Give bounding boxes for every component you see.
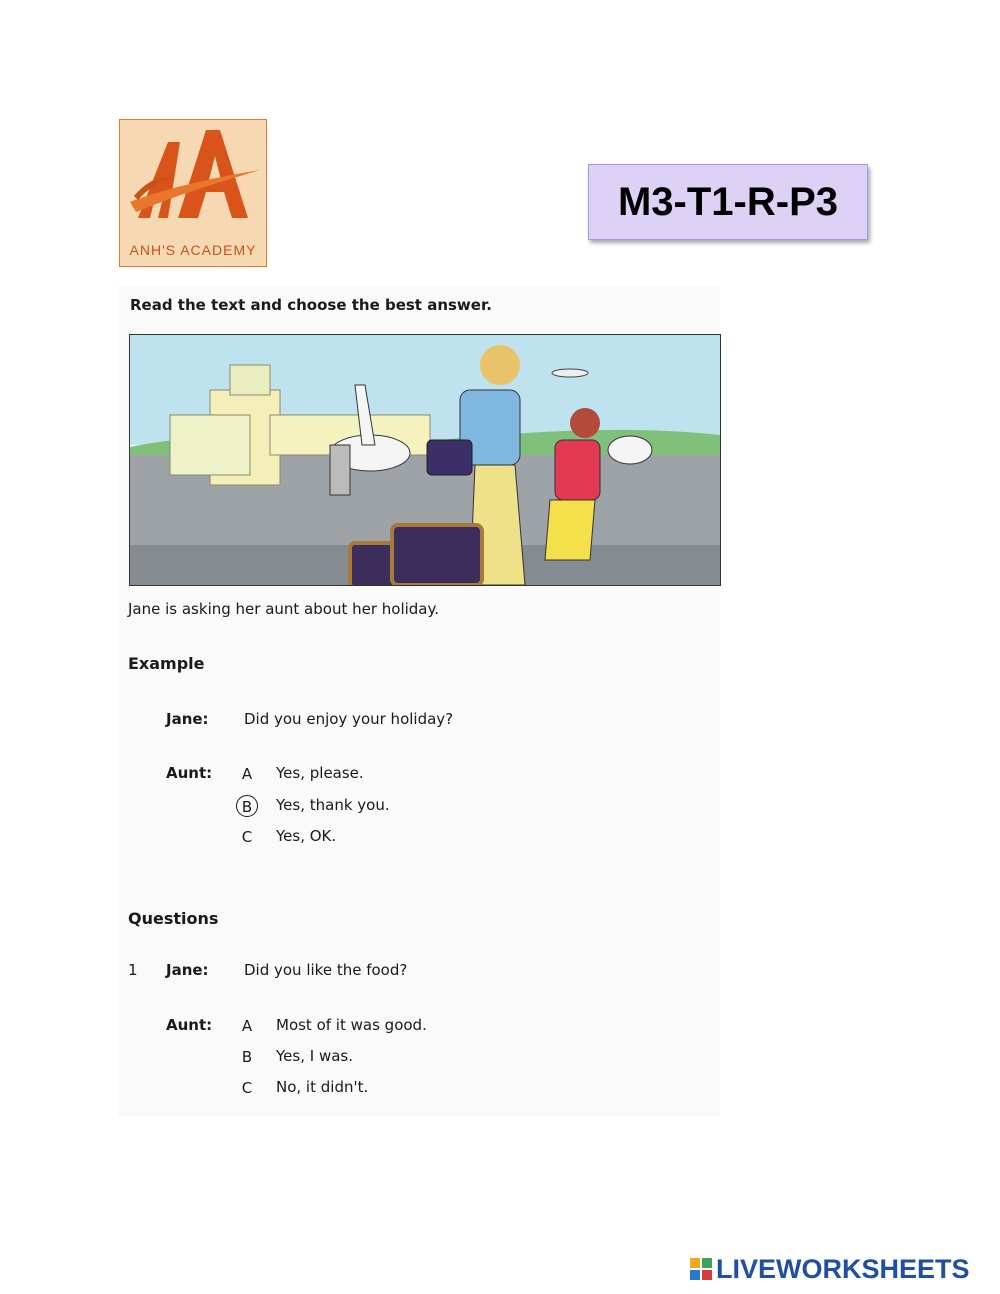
brand-name: LIVEWORKSHEETS bbox=[716, 1253, 970, 1284]
option-text: Yes, OK. bbox=[276, 827, 337, 845]
option-text: Yes, thank you. bbox=[276, 796, 390, 814]
question-aunt-label: Aunt: bbox=[166, 1016, 213, 1034]
question-jane-label: Jane: bbox=[166, 961, 209, 979]
cubes-icon bbox=[690, 1258, 712, 1280]
academy-name: ANH'S ACADEMY bbox=[129, 242, 257, 258]
example-option-b bbox=[236, 795, 536, 817]
example-option-a bbox=[236, 763, 536, 785]
intro-text: Jane is asking her aunt about her holiday. bbox=[128, 600, 440, 618]
question-1-option-c[interactable] bbox=[236, 1077, 536, 1099]
worksheet-page bbox=[118, 286, 720, 1116]
option-text: Yes, please. bbox=[276, 764, 364, 782]
worksheet-code: M3-T1-R-P3 bbox=[588, 164, 868, 240]
liveworksheets-brand bbox=[690, 1255, 970, 1283]
example-jane-question: Did you enjoy your holiday? bbox=[244, 710, 454, 728]
option-text: No, it didn't. bbox=[276, 1078, 369, 1096]
option-letter: C bbox=[241, 828, 253, 846]
instruction-text: Read the text and choose the best answer. bbox=[130, 296, 492, 314]
option-letter: C bbox=[241, 1079, 253, 1097]
question-1-option-a[interactable] bbox=[236, 1015, 536, 1037]
question-1-option-b[interactable] bbox=[236, 1046, 536, 1068]
example-jane-label: Jane: bbox=[166, 710, 209, 728]
example-heading: Example bbox=[128, 654, 205, 673]
option-text: Yes, I was. bbox=[276, 1047, 353, 1065]
question-jane-line: Did you like the food? bbox=[244, 961, 408, 979]
option-letter: A bbox=[241, 765, 253, 783]
option-letter-circled: B bbox=[236, 795, 258, 817]
questions-heading: Questions bbox=[128, 909, 219, 928]
question-number: 1 bbox=[128, 961, 138, 979]
example-aunt-label: Aunt: bbox=[166, 764, 213, 782]
option-letter: B bbox=[241, 1048, 253, 1066]
option-letter: A bbox=[241, 1017, 253, 1035]
example-option-c bbox=[236, 826, 536, 848]
academy-logo bbox=[119, 119, 267, 267]
option-text: Most of it was good. bbox=[276, 1016, 427, 1034]
airport-illustration bbox=[129, 334, 721, 586]
